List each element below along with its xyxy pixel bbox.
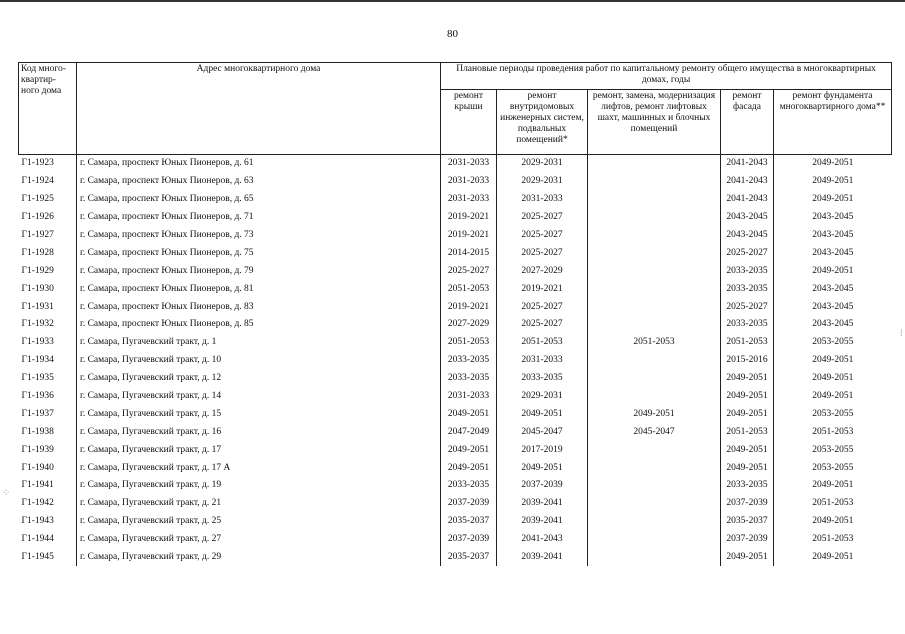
cell-roof: 2019-2021 xyxy=(441,209,497,227)
cell-systems: 2049-2051 xyxy=(497,405,588,423)
table-row xyxy=(19,531,892,549)
cell-foundation: 2049-2051 xyxy=(812,391,854,402)
cell-roof: 2049-2051 xyxy=(441,441,497,459)
cell-systems: 2027-2029 xyxy=(497,262,588,280)
cell-address: г. Самара, проспект Юных Пионеров, д. 73 xyxy=(77,227,441,245)
header-systems: ремонт внутридомовых инженерных систем, подвальных помещений* xyxy=(497,90,588,155)
cell-lifts xyxy=(588,280,721,298)
cell-roof: 2031-2033 xyxy=(441,191,497,209)
cell-systems: 2051-2053 xyxy=(497,334,588,352)
cell-facade: 2041-2043 xyxy=(721,173,774,191)
cell-code: Г1-1935 xyxy=(19,370,77,388)
cell-facade: 2033-2035 xyxy=(721,477,774,495)
cell-foundation: 2043-2045 xyxy=(812,212,854,223)
cell-facade: 2049-2051 xyxy=(721,388,774,406)
cell-facade: 2049-2051 xyxy=(721,459,774,477)
cell-code: Г1-1942 xyxy=(19,495,77,513)
scan-mark-right: ⁝ xyxy=(899,328,903,339)
table-row xyxy=(19,423,892,441)
cell-systems: 2029-2031 xyxy=(497,173,588,191)
cell-address: г. Самара, Пугачевский тракт, д. 14 xyxy=(77,388,441,406)
cell-roof: 2014-2015 xyxy=(441,244,497,262)
cell-lifts xyxy=(588,155,721,173)
cell-lifts xyxy=(588,531,721,549)
cell-code: Г1-1944 xyxy=(19,531,77,549)
cell-code: Г1-1932 xyxy=(19,316,77,334)
cell-roof: 2033-2035 xyxy=(441,352,497,370)
cell-systems: 2033-2035 xyxy=(497,370,588,388)
cell-code: Г1-1928 xyxy=(19,244,77,262)
table-row xyxy=(19,191,892,209)
header-foundation: ремонт фундамента многоквартирного дома** xyxy=(774,90,892,155)
cell-foundation: 2051-2053 xyxy=(812,426,854,437)
cell-address: г. Самара, проспект Юных Пионеров, д. 83 xyxy=(77,298,441,316)
cell-foundation: 2051-2053 xyxy=(812,498,854,509)
cell-lifts: 2049-2051 xyxy=(588,405,721,423)
cell-roof: 2031-2033 xyxy=(441,155,497,173)
cell-address: г. Самара, Пугачевский тракт, д. 17 xyxy=(77,441,441,459)
table-row xyxy=(19,352,892,370)
cell-address: г. Самара, Пугачевский тракт, д. 27 xyxy=(77,531,441,549)
cell-code: Г1-1924 xyxy=(19,173,77,191)
cell-code: Г1-1936 xyxy=(19,388,77,406)
cell-systems: 2039-2041 xyxy=(497,513,588,531)
cell-address: г. Самара, проспект Юных Пионеров, д. 81 xyxy=(77,280,441,298)
cell-code: Г1-1933 xyxy=(19,334,77,352)
cell-address: г. Самара, Пугачевский тракт, д. 10 xyxy=(77,352,441,370)
cell-address: г. Самара, проспект Юных Пионеров, д. 61 xyxy=(77,155,441,173)
cell-systems: 2031-2033 xyxy=(497,352,588,370)
cell-code: Г1-1923 xyxy=(19,155,77,173)
cell-lifts xyxy=(588,441,721,459)
header-roof: ремонт крыши xyxy=(441,90,497,155)
cell-systems: 2019-2021 xyxy=(497,280,588,298)
cell-address: г. Самара, Пугачевский тракт, д. 15 xyxy=(77,405,441,423)
table-row xyxy=(19,405,892,423)
table-row xyxy=(19,441,892,459)
table-row xyxy=(19,155,892,173)
table-row xyxy=(19,244,892,262)
cell-roof: 2033-2035 xyxy=(441,477,497,495)
cell-lifts xyxy=(588,209,721,227)
cell-roof: 2035-2037 xyxy=(441,549,497,567)
cell-address: г. Самара, проспект Юных Пионеров, д. 75 xyxy=(77,244,441,262)
header-code: Код много-квартир-ного дома xyxy=(19,63,77,155)
cell-systems: 2025-2027 xyxy=(497,209,588,227)
cell-roof: 2031-2033 xyxy=(441,173,497,191)
cell-facade: 2037-2039 xyxy=(721,531,774,549)
cell-lifts: 2045-2047 xyxy=(588,423,721,441)
cell-foundation: 2049-2051 xyxy=(812,265,854,276)
cell-lifts xyxy=(588,298,721,316)
cell-code: Г1-1929 xyxy=(19,262,77,280)
cell-code: Г1-1943 xyxy=(19,513,77,531)
cell-foundation: 2043-2045 xyxy=(812,301,854,312)
cell-systems: 2025-2027 xyxy=(497,316,588,334)
cell-systems: 2037-2039 xyxy=(497,477,588,495)
table-row xyxy=(19,495,892,513)
cell-facade: 2025-2027 xyxy=(721,298,774,316)
cell-systems: 2025-2027 xyxy=(497,244,588,262)
cell-lifts xyxy=(588,244,721,262)
cell-roof: 2049-2051 xyxy=(441,405,497,423)
cell-address: г. Самара, проспект Юных Пионеров, д. 65 xyxy=(77,191,441,209)
header-periods: Плановые периоды проведения работ по капитальному ремонту общего имущества в многоквартирных домах, годы xyxy=(441,63,892,90)
cell-foundation: 2043-2045 xyxy=(812,247,854,258)
table-row xyxy=(19,316,892,334)
cell-roof: 2027-2029 xyxy=(441,316,497,334)
cell-foundation: 2053-2055 xyxy=(812,408,854,419)
cell-foundation: 2053-2055 xyxy=(812,462,854,473)
cell-facade: 2051-2053 xyxy=(721,334,774,352)
cell-address: г. Самара, Пугачевский тракт, д. 12 xyxy=(77,370,441,388)
cell-lifts xyxy=(588,388,721,406)
cell-systems: 2039-2041 xyxy=(497,495,588,513)
table-row xyxy=(19,227,892,245)
cell-address: г. Самара, проспект Юных Пионеров, д. 85 xyxy=(77,316,441,334)
cell-foundation: 2043-2045 xyxy=(812,319,854,330)
cell-address: г. Самара, Пугачевский тракт, д. 25 xyxy=(77,513,441,531)
cell-roof: 2019-2021 xyxy=(441,227,497,245)
cell-lifts xyxy=(588,173,721,191)
cell-lifts xyxy=(588,477,721,495)
cell-code: Г1-1930 xyxy=(19,280,77,298)
cell-code: Г1-1925 xyxy=(19,191,77,209)
cell-lifts xyxy=(588,370,721,388)
cell-lifts xyxy=(588,495,721,513)
cell-systems: 2025-2027 xyxy=(497,227,588,245)
cell-facade: 2033-2035 xyxy=(721,262,774,280)
cell-code: Г1-1934 xyxy=(19,352,77,370)
cell-facade: 2035-2037 xyxy=(721,513,774,531)
cell-code: Г1-1945 xyxy=(19,549,77,567)
top-rule xyxy=(0,0,905,2)
cell-systems: 2025-2027 xyxy=(497,298,588,316)
cell-address: г. Самара, Пугачевский тракт, д. 17 А xyxy=(77,459,441,477)
scan-mark-left: ⁘ xyxy=(2,488,11,499)
cell-lifts xyxy=(588,513,721,531)
cell-foundation: 2043-2045 xyxy=(812,283,854,294)
table-row xyxy=(19,262,892,280)
cell-foundation: 2049-2051 xyxy=(812,158,854,169)
cell-facade: 2043-2045 xyxy=(721,209,774,227)
table-row xyxy=(19,370,892,388)
header-lifts: ремонт, замена, модернизация лифтов, ремонт лифтовых шахт, машинных и блочных помещений xyxy=(588,90,721,155)
cell-code: Г1-1941 xyxy=(19,477,77,495)
cell-code: Г1-1938 xyxy=(19,423,77,441)
cell-code: Г1-1940 xyxy=(19,459,77,477)
cell-foundation: 2053-2055 xyxy=(812,337,854,348)
cell-facade: 2049-2051 xyxy=(721,370,774,388)
table-row xyxy=(19,209,892,227)
cell-facade: 2033-2035 xyxy=(721,280,774,298)
table-row xyxy=(19,459,892,477)
cell-code: Г1-1927 xyxy=(19,227,77,245)
cell-roof: 2047-2049 xyxy=(441,423,497,441)
repair-schedule-table xyxy=(18,62,892,566)
cell-foundation: 2049-2051 xyxy=(812,176,854,187)
cell-facade: 2041-2043 xyxy=(721,155,774,173)
cell-roof: 2033-2035 xyxy=(441,370,497,388)
header-address: Адрес многоквартирного дома xyxy=(77,63,441,155)
cell-systems: 2029-2031 xyxy=(497,388,588,406)
cell-facade: 2033-2035 xyxy=(721,316,774,334)
cell-systems: 2029-2031 xyxy=(497,155,588,173)
cell-facade: 2051-2053 xyxy=(721,423,774,441)
table-row xyxy=(19,477,892,495)
cell-facade: 2049-2051 xyxy=(721,549,774,567)
cell-systems: 2039-2041 xyxy=(497,549,588,567)
table-row xyxy=(19,173,892,191)
cell-roof: 2037-2039 xyxy=(441,495,497,513)
cell-lifts: 2051-2053 xyxy=(588,334,721,352)
cell-foundation: 2049-2051 xyxy=(812,194,854,205)
table-row xyxy=(19,298,892,316)
cell-address: г. Самара, Пугачевский тракт, д. 1 xyxy=(77,334,441,352)
header-row-top xyxy=(19,63,892,90)
cell-lifts xyxy=(588,459,721,477)
cell-address: г. Самара, проспект Юных Пионеров, д. 79 xyxy=(77,262,441,280)
cell-systems: 2031-2033 xyxy=(497,191,588,209)
cell-lifts xyxy=(588,262,721,280)
table-row xyxy=(19,334,892,352)
cell-lifts xyxy=(588,549,721,567)
cell-facade: 2037-2039 xyxy=(721,495,774,513)
cell-foundation: 2049-2051 xyxy=(812,355,854,366)
cell-facade: 2041-2043 xyxy=(721,191,774,209)
cell-roof: 2049-2051 xyxy=(441,459,497,477)
cell-code: Г1-1937 xyxy=(19,405,77,423)
cell-foundation: 2049-2051 xyxy=(812,516,854,527)
cell-lifts xyxy=(588,316,721,334)
cell-systems: 2041-2043 xyxy=(497,531,588,549)
cell-code: Г1-1939 xyxy=(19,441,77,459)
cell-lifts xyxy=(588,352,721,370)
cell-roof: 2037-2039 xyxy=(441,531,497,549)
table-row xyxy=(19,388,892,406)
cell-facade: 2049-2051 xyxy=(721,405,774,423)
page-number: 80 xyxy=(447,28,458,40)
cell-foundation: 2049-2051 xyxy=(812,552,854,563)
header-facade: ремонт фасада xyxy=(721,90,774,155)
cell-address: г. Самара, Пугачевский тракт, д. 21 xyxy=(77,495,441,513)
cell-facade: 2025-2027 xyxy=(721,244,774,262)
cell-address: г. Самара, Пугачевский тракт, д. 19 xyxy=(77,477,441,495)
cell-address: г. Самара, Пугачевский тракт, д. 29 xyxy=(77,549,441,567)
table-row xyxy=(19,513,892,531)
cell-foundation: 2053-2055 xyxy=(812,444,854,455)
cell-facade: 2043-2045 xyxy=(721,227,774,245)
table-row xyxy=(19,549,892,567)
cell-lifts xyxy=(588,191,721,209)
cell-facade: 2049-2051 xyxy=(721,441,774,459)
cell-roof: 2019-2021 xyxy=(441,298,497,316)
cell-address: г. Самара, проспект Юных Пионеров, д. 63 xyxy=(77,173,441,191)
cell-systems: 2017-2019 xyxy=(497,441,588,459)
cell-roof: 2031-2033 xyxy=(441,388,497,406)
cell-roof: 2035-2037 xyxy=(441,513,497,531)
table-row xyxy=(19,280,892,298)
cell-foundation: 2049-2051 xyxy=(812,480,854,491)
cell-facade: 2015-2016 xyxy=(721,352,774,370)
cell-roof: 2025-2027 xyxy=(441,262,497,280)
cell-systems: 2045-2047 xyxy=(497,423,588,441)
cell-roof: 2051-2053 xyxy=(441,334,497,352)
cell-code: Г1-1926 xyxy=(19,209,77,227)
cell-lifts xyxy=(588,227,721,245)
table-body xyxy=(19,155,892,567)
cell-systems: 2049-2051 xyxy=(497,459,588,477)
cell-foundation: 2051-2053 xyxy=(812,534,854,545)
cell-foundation: 2049-2051 xyxy=(812,373,854,384)
cell-foundation: 2043-2045 xyxy=(812,230,854,240)
cell-code: Г1-1931 xyxy=(19,298,77,316)
cell-address: г. Самара, проспект Юных Пионеров, д. 71 xyxy=(77,209,441,227)
cell-roof: 2051-2053 xyxy=(441,280,497,298)
cell-address: г. Самара, Пугачевский тракт, д. 16 xyxy=(77,423,441,441)
